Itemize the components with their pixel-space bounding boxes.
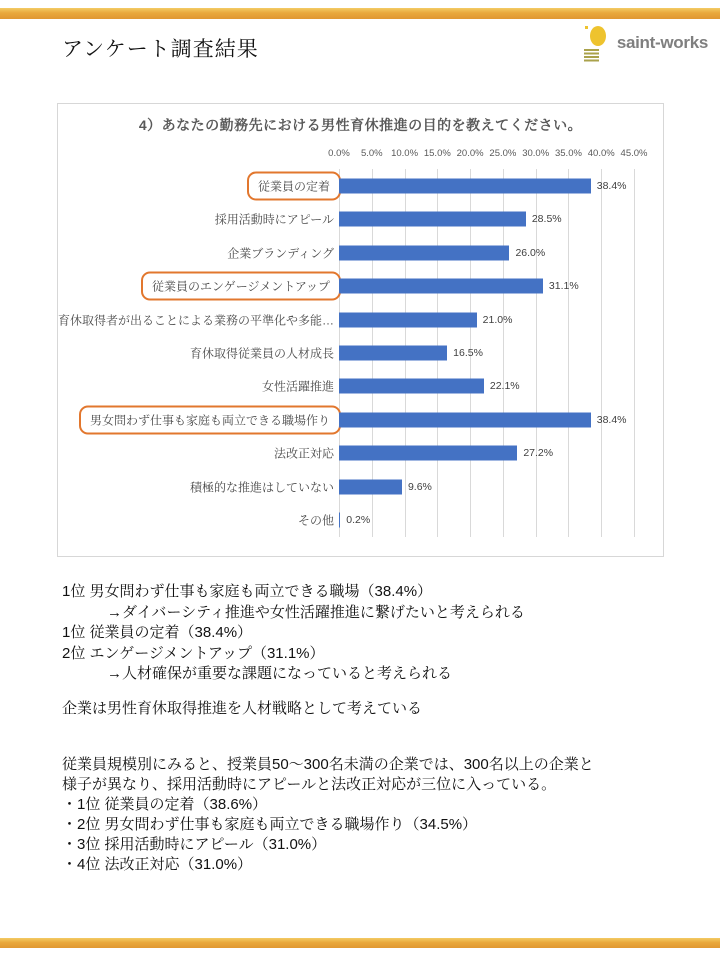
x-axis-tick-label: 20.0% [456, 148, 484, 159]
bar [339, 345, 447, 360]
bar-row [58, 504, 663, 537]
category-label-highlighted: 従業員の定着 [247, 171, 341, 200]
value-label: 26.0% [515, 246, 546, 259]
x-axis-tick-label: 0.0% [328, 148, 350, 159]
value-label: 28.5% [531, 213, 562, 226]
bar [339, 279, 543, 294]
category-label: 積極的な推進はしていない [189, 480, 334, 495]
text-line: ・3位 採用活動時にアピール（31.0%） [62, 836, 327, 853]
text-line: →ダイバーシティ推進や女性活躍推進に繋げたいと考えられる [62, 603, 525, 621]
bar-row [58, 470, 663, 503]
bar-row [58, 202, 663, 235]
bar-row [58, 269, 663, 302]
bar [339, 479, 402, 494]
bar [339, 212, 526, 227]
conclusion-text: 企業は男性育休取得推進を人材戦略として考えている [62, 700, 423, 717]
x-axis-tick-label: 15.0% [423, 148, 451, 159]
text-line: ・2位 男女問わず仕事も家庭も両立できる職場作り（34.5%） [62, 816, 478, 833]
value-label: 21.0% [482, 313, 513, 326]
bar [339, 412, 591, 427]
bar-row [58, 236, 663, 269]
value-label: 22.1% [489, 380, 520, 393]
saint-works-logo [581, 23, 708, 63]
bar-row [58, 169, 663, 202]
bar-row [58, 370, 663, 403]
text-line: 様子が異なり、採用活動時にアピールと法改正対応が三位に入っている。 [62, 776, 557, 793]
category-label: 女性活躍推進 [261, 379, 334, 394]
analysis-text-block [62, 582, 525, 685]
bar [339, 379, 484, 394]
value-label: 9.6% [407, 480, 432, 493]
value-label: 0.2% [346, 514, 371, 527]
x-axis-tick-label: 45.0% [620, 148, 648, 159]
category-label-highlighted: 従業員のエンゲージメントアップ [141, 272, 341, 301]
text-line: 従業員規模別にみると、授業員50～300名未満の企業では、300名以上の企業と [62, 756, 594, 773]
bar-row [58, 437, 663, 470]
text-line: ・4位 法改正対応（31.0%） [62, 856, 253, 873]
text-line: 1位 従業員の定着（38.4%） [62, 624, 253, 641]
value-label: 27.2% [523, 447, 554, 460]
x-axis-tick-label: 40.0% [587, 148, 615, 159]
bar [339, 513, 340, 528]
top-accent-bar [0, 8, 720, 19]
category-label-highlighted: 男女問わず仕事も家庭も両立できる職場作り [79, 405, 341, 434]
x-axis-tick-label: 30.0% [522, 148, 550, 159]
value-label: 38.4% [596, 179, 627, 192]
x-axis-tick-label: 5.0% [360, 148, 383, 159]
x-axis-tick-label: 10.0% [391, 148, 419, 159]
bar-row [58, 336, 663, 369]
logo-text: saint-works [616, 33, 708, 52]
bar [339, 312, 477, 327]
bar-row [58, 403, 663, 436]
category-label: その他 [297, 513, 334, 528]
text-line: ・1位 従業員の定着（38.6%） [62, 796, 268, 813]
category-label: 法改正対応 [273, 446, 334, 461]
sun-lines-logo-icon [581, 23, 613, 63]
text-line: →人材確保が重要な課題になっていると考えられる [62, 665, 453, 682]
survey-chart-card [57, 103, 664, 557]
category-label: 企業ブランディング [227, 246, 334, 261]
value-label: 38.4% [596, 413, 627, 426]
text-line: 1位 男女問わず仕事も家庭も両立できる職場（38.4%） [62, 583, 433, 600]
category-label: 育休取得者が出ることによる業務の平準化や多能… [57, 313, 334, 328]
x-axis-tick-label: 25.0% [489, 148, 517, 159]
chart-title: 4）あなたの勤務先における男性育休推進の目的を教えてください。 [138, 117, 583, 133]
bottom-accent-bar [0, 938, 720, 948]
bar [339, 446, 517, 461]
bar [339, 245, 509, 260]
value-label: 16.5% [453, 346, 483, 359]
x-axis-tick-label: 35.0% [554, 148, 582, 159]
category-label: 育休取得従業員の人材成長 [189, 346, 334, 361]
text-line: 2位 エンゲージメントアップ（31.1%） [62, 644, 325, 662]
category-label: 採用活動時にアピール [214, 212, 334, 227]
bar-row [58, 303, 663, 336]
bar [339, 178, 591, 193]
breakdown-text-block [62, 755, 594, 875]
page-title: アンケート調査結果 [62, 38, 259, 61]
value-label: 31.1% [548, 280, 579, 293]
